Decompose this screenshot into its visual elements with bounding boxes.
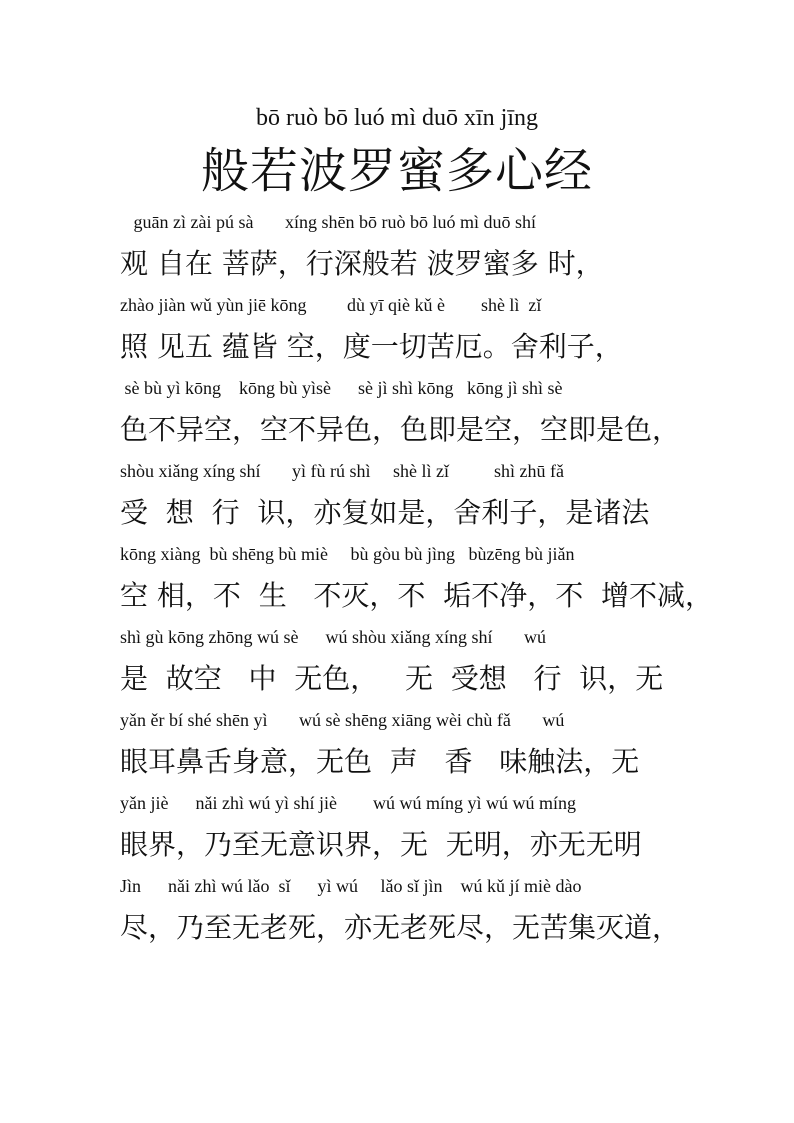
verse-line-3 (120, 376, 760, 448)
pinyin-line: sè bù yì kōng kōng bù yìsè sè jì shì kōng kōng jì shì sè (120, 378, 563, 398)
verse-line-7 (120, 708, 760, 780)
hanzi-line: 空 相，不 生 不灭，不 垢不净，不 增不减， (120, 579, 714, 612)
pinyin-line: shì gù kōng zhōng wú sè wú shòu xiǎng xíng shí wú (120, 627, 546, 647)
verse-line-9 (120, 874, 760, 946)
hanzi-line: 眼界，乃至无意识界，无 无明，亦无无明 (120, 828, 642, 861)
verse-line-2 (120, 293, 760, 365)
verse-line-8 (120, 791, 760, 863)
hanzi-line: 照 见五 蕴皆 空，度一切苦厄。舍利子， (120, 330, 623, 363)
page-title: 般若波罗蜜多心经 (200, 143, 593, 199)
pinyin-line: yǎn jiè nǎi zhì wú yì shí jiè wú wú míng yì wú wú míng (120, 793, 576, 813)
pinyin-line: kōng xiàng bù shēng bù miè bù gòu bù jìng bùzēng bù jiǎn (120, 544, 575, 564)
verse-line-6 (120, 625, 760, 697)
pinyin-line: zhào jiàn wǔ yùn jiē kōng dù yī qiè kǔ è shè lì zǐ (120, 295, 542, 315)
hanzi-line: 尽，乃至无老死，亦无老死尽，无苦集灭道， (120, 911, 681, 944)
hanzi-line: 是 故空 中 无色， 无 受想 行 识，无 (120, 662, 664, 695)
pinyin-line: yǎn ěr bí shé shēn yì wú sè shēng xiāng wèi chù fǎ wú (120, 710, 565, 730)
hanzi-line: 色不异空，空不异色，色即是空，空即是色， (120, 413, 681, 446)
title-pinyin: bō ruò bō luó mì duō xīn jīng (256, 105, 538, 131)
pinyin-line: Jìn nǎi zhì wú lǎo sǐ yì wú lǎo sǐ jìn wú kǔ jí miè dào (120, 876, 582, 896)
pinyin-line: guān zì zài pú sà xíng shēn bō ruò bō luó mì duō shí (120, 212, 536, 232)
pinyin-line: shòu xiǎng xíng shí yì fù rú shì shè lì zǐ shì zhū fǎ (120, 461, 564, 481)
hanzi-line: 观 自在 菩萨，行深般若 波罗蜜多 时， (120, 247, 604, 280)
verse-line-1 (120, 210, 760, 282)
verse-line-4 (120, 459, 760, 531)
verse-line-5 (120, 542, 760, 614)
hanzi-line: 眼耳鼻舌身意，无色 声 香 味触法，无 (120, 745, 640, 778)
hanzi-line: 受 想 行 识，亦复如是，舍利子，是诸法 (120, 496, 650, 529)
